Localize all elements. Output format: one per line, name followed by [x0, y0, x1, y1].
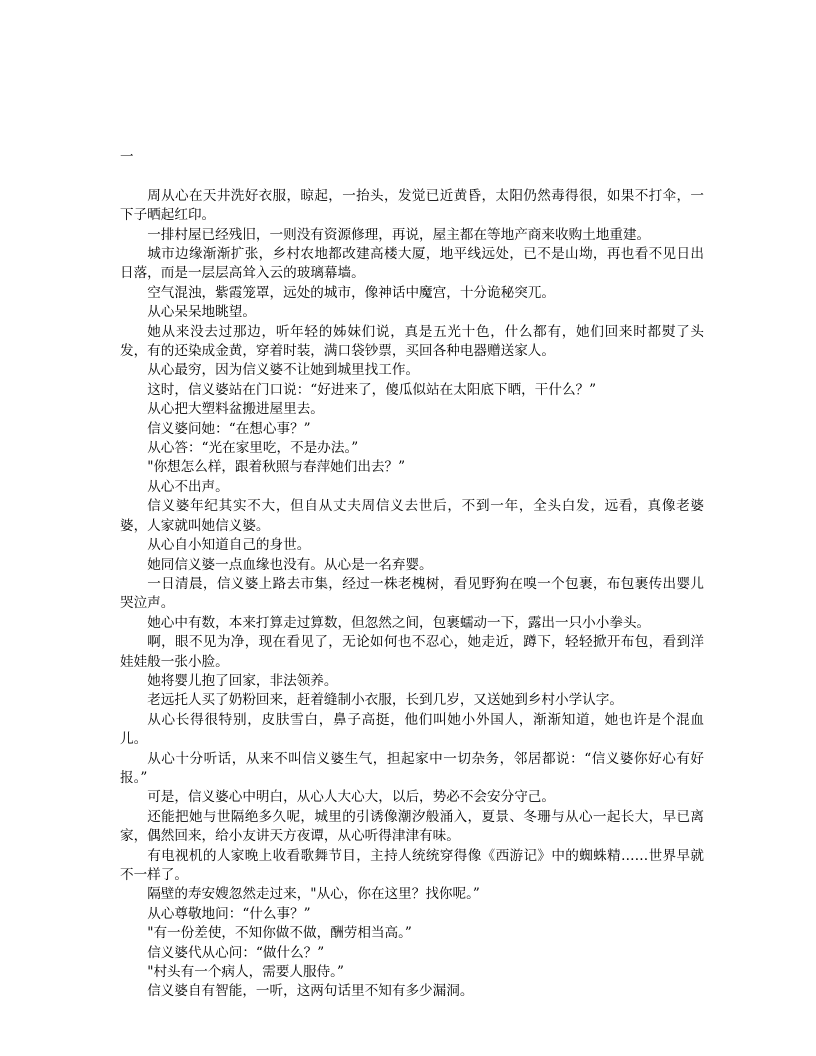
paragraph: "你想怎么样，跟着秋照与春萍她们出去？”: [147, 459, 406, 476]
paragraph: 信义婆代从心问：“做什么？”: [147, 944, 325, 961]
paragraph: 信义婆问她：“在想心事？”: [147, 420, 311, 437]
paragraph: 从心不出声。: [147, 478, 229, 495]
paragraph: 这时，信义婆站在门口说：“好进来了，傻瓜似站在太阳底下晒，干什么？”: [147, 381, 597, 398]
paragraph: 信义婆自有智能，一听，这两句话里不知有多少漏洞。: [147, 983, 474, 1000]
paragraph: 啊，眼不见为净，现在看见了，无论如何也不忍心，她走近，蹲下，轻轻掀开布包，看到洋娃娃般一张小脸。: [120, 634, 704, 670]
paragraph: 一日清晨，信义婆上路去市集，经过一株老槐树，看见野狗在嗅一个包裹，布包裹传出婴儿哭泣声。: [120, 575, 704, 612]
paragraph: 从心答：“光在家里吃，不是办法。”: [147, 440, 359, 457]
paragraph: 她心中有数，本来打算走过算数，但忽然之间，包裹蠕动一下，露出一只小小拳头。: [147, 614, 651, 631]
paragraph: "有一份差使，不知你做不做，酬劳相当高。”: [147, 925, 412, 942]
paragraph: 从心把大塑料盆搬进屋里去。: [147, 401, 324, 418]
paragraph: 她从来没去过那边，听年轻的姊妹们说，真是五光十色，什么都有，她们回来时都熨了头发，有的还染成金黄，穿着时装，满口袋钞票，买回各种电器赠送家人。: [120, 323, 704, 360]
paragraph: "村头有一个病人，需要人服侍。”: [147, 964, 344, 981]
paragraph: 周从心在天井洗好衣服，晾起，一抬头，发觉已近黄昏，太阳仍然毒得很，如果不打伞，一下子晒起红印。: [120, 187, 704, 224]
document-body: [120, 187, 704, 1002]
paragraph: 城市边缘渐渐扩张，乡村农地都改建高楼大厦，地平线远处，已不是山坳，再也看不见日出日落，而是一层层高耸入云的玻璃幕墙。: [120, 246, 704, 282]
paragraph: 从心长得很特别，皮肤雪白，鼻子高挺，他们叫她小外国人，渐渐知道，她也许是个混血儿。: [120, 711, 704, 748]
paragraph: 一排村屋已经残旧，一则没有资源修理，再说，屋主都在等地产商来收购土地重建。: [147, 226, 651, 243]
paragraph: 信义婆年纪其实不大，但自从丈夫周信义去世后，不到一年，全头白发，远看，真像老婆婆，人家就叫她信义婆。: [120, 498, 704, 534]
paragraph: 她将婴儿抱了回家，非法领养。: [147, 672, 338, 689]
paragraph: 她同信义婆一点血缘也没有。从心是一名弃婴。: [147, 556, 433, 573]
paragraph: 从心尊敬地问：“什么事？”: [147, 905, 311, 922]
paragraph: 空气混浊，紫霞笼罩，远处的城市，像神话中魔宫，十分诡秘突兀。: [147, 284, 555, 301]
paragraph: 还能把她与世隔绝多久呢，城里的引诱像潮汐般涌入，夏景、冬珊与从心一起长大，早已离家，偶然回来，给小友讲天方夜谭，从心听得津津有味。: [120, 808, 704, 845]
paragraph: 可是，信义婆心中明白，从心人大心大，以后，势必不会安分守己。: [147, 789, 555, 806]
paragraph: 从心最穷，因为信义婆不让她到城里找工作。: [147, 362, 420, 379]
paragraph: 老远托人买了奶粉回来，赶着缝制小衣服，长到几岁，又送她到乡村小学认字。: [147, 692, 623, 709]
paragraph: 从心十分听话，从来不叫信义婆生气，担起家中一切杂务，邻居都说：“信义婆你好心有好报。”: [120, 750, 704, 786]
chapter-number: 一: [120, 149, 134, 165]
paragraph: 隔壁的寿安嫂忽然走过来，"从心，你在这里？找你呢。”: [147, 886, 480, 903]
paragraph: 有电视机的人家晚上收看歌舞节目，主持人统统穿得像《西游记》中的蜘蛛精……世界早就不一样了。: [120, 847, 704, 884]
paragraph: 从心自小知道自己的身世。: [147, 537, 311, 554]
paragraph: 从心呆呆地眺望。: [147, 304, 256, 321]
document-page: [120, 148, 704, 1002]
